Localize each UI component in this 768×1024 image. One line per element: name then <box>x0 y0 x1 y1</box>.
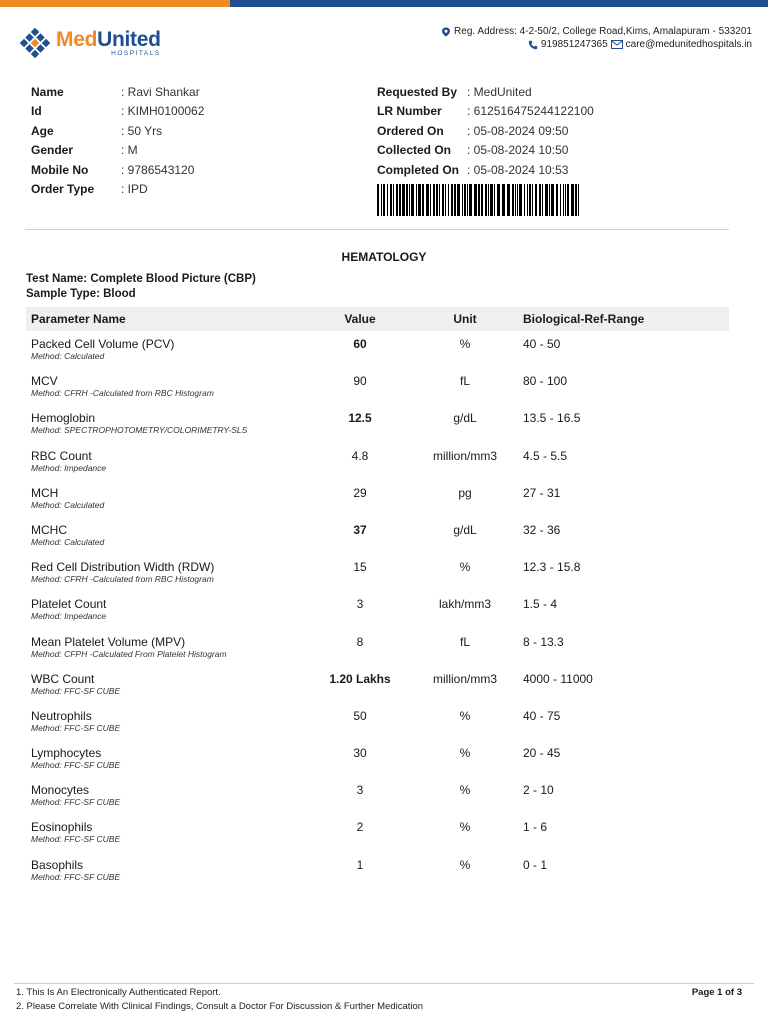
parameter-name: Basophils <box>31 857 84 872</box>
result-value: 8 <box>356 634 364 649</box>
barcode-bar <box>575 184 577 216</box>
result-value: 50 <box>353 708 367 723</box>
barcode-bar <box>454 184 456 216</box>
footer-notes <box>16 986 423 1014</box>
logo-subtitle: HOSPITALS <box>111 49 161 57</box>
result-value: 30 <box>353 746 367 761</box>
value: : MedUnited <box>467 84 532 99</box>
unit-text: % <box>459 337 471 351</box>
barcode <box>377 184 581 216</box>
barcode-bar <box>517 184 518 216</box>
barcode-bar <box>462 184 463 216</box>
method-text: Method: CFRH -Calculated from RBC Histogram <box>31 388 214 399</box>
parameter-name: Packed Cell Volume (PCV) <box>31 337 175 351</box>
parameter-name: Platelet Count <box>31 597 107 612</box>
method-text: Method: Calculated <box>31 499 105 510</box>
method-text: Method: Impedance <box>31 611 107 622</box>
test-meta <box>26 272 256 301</box>
barcode-bar <box>481 184 483 216</box>
unit-text: g/dL <box>453 522 477 537</box>
barcode-bar <box>474 184 477 216</box>
barcode-bar <box>390 184 392 216</box>
result-value: 4.8 <box>351 448 369 463</box>
order-details <box>377 82 594 180</box>
table-row <box>26 446 729 483</box>
section-title: HEMATOLOGY <box>341 250 427 264</box>
barcode-bar <box>578 184 579 216</box>
footer-divider <box>14 983 754 984</box>
location-icon <box>441 27 451 37</box>
label: Ordered On <box>377 123 444 138</box>
barcode-bar <box>469 184 472 216</box>
table-row <box>26 669 729 706</box>
barcode-bar <box>478 184 480 216</box>
result-value: 37 <box>353 522 367 537</box>
label: Mobile No <box>31 162 89 177</box>
barcode-bar <box>451 184 453 216</box>
test-name: Test Name: Complete Blood Picture (CBP) <box>26 273 256 285</box>
address-text: Reg. Address: 4-2-50/2, College Road,Kims, Amalapuram - 533201 <box>454 26 752 37</box>
label: Name <box>31 84 64 99</box>
barcode-bar <box>445 184 446 216</box>
barcode-bar <box>529 184 531 216</box>
phone-text[interactable]: 919851247365 <box>540 39 608 50</box>
barcode-bar <box>411 184 414 216</box>
reference-range: 4.5 - 5.5 <box>523 448 568 463</box>
table-row <box>26 706 729 743</box>
value: : 05-08-2024 09:50 <box>467 123 569 138</box>
barcode-bar <box>457 184 460 216</box>
top-bar-blue <box>230 0 768 7</box>
parameter-name: Neutrophils <box>31 708 92 723</box>
unit-text: % <box>459 708 471 723</box>
method-text: Method: FFC-SF CUBE <box>31 871 121 882</box>
reference-range: 80 - 100 <box>523 374 568 389</box>
barcode-bar <box>464 184 466 216</box>
patient-age-row <box>31 121 204 141</box>
barcode-bar <box>565 184 566 216</box>
unit-text: million/mm3 <box>432 671 497 686</box>
table-row <box>26 743 729 780</box>
label: LR Number <box>377 104 442 119</box>
parameter-name: Hemoglobin <box>31 411 96 426</box>
reference-range: 40 - 50 <box>523 337 561 351</box>
reference-range: 0 - 1 <box>523 857 548 872</box>
table-row <box>26 557 729 594</box>
header-parameter: Parameter Name <box>31 312 126 326</box>
result-value: 3 <box>356 783 364 798</box>
table-row <box>26 855 729 892</box>
barcode-bar <box>567 184 569 216</box>
barcode-bar <box>532 184 533 216</box>
result-value: 90 <box>353 374 367 389</box>
collected-on-row <box>377 141 594 161</box>
result-value: 29 <box>353 485 367 500</box>
header-range: Biological-Ref-Range <box>523 312 645 326</box>
reference-range: 13.5 - 16.5 <box>523 411 581 426</box>
method-text: Method: CFPH -Calculated From Platelet Histogram <box>31 648 227 659</box>
table-row <box>26 632 729 669</box>
table-row <box>26 520 729 557</box>
method-text: Method: FFC-SF CUBE <box>31 722 121 733</box>
method-text: Method: FFC-SF CUBE <box>31 797 121 808</box>
result-value: 60 <box>353 337 367 351</box>
value: : 9786543120 <box>121 162 195 177</box>
value: : M <box>121 143 138 158</box>
barcode-bar <box>442 184 444 216</box>
barcode-bar <box>393 184 394 216</box>
label: Collected On <box>377 143 452 158</box>
barcode-bar <box>556 184 558 216</box>
email-link[interactable]: care@medunitedhospitals.in <box>625 39 752 50</box>
result-value: 12.5 <box>348 411 372 426</box>
barcode-bar <box>383 184 385 216</box>
unit-text: % <box>459 783 471 798</box>
parameter-name: Monocytes <box>31 783 90 798</box>
unit-text: lakh/mm3 <box>438 597 491 612</box>
unit-text: % <box>459 746 471 761</box>
value: : 612516475244122100 <box>467 104 594 119</box>
method-text: Method: Calculated <box>31 351 105 361</box>
barcode-bar <box>387 184 388 216</box>
barcode-bar <box>549 184 550 216</box>
parameter-name: Lymphocytes <box>31 746 102 761</box>
reference-range: 1 - 6 <box>523 820 548 835</box>
table-row <box>26 408 729 445</box>
table-row <box>26 817 729 854</box>
patient-mobile-row <box>31 160 204 180</box>
table-row <box>26 334 729 371</box>
barcode-bar <box>512 184 514 216</box>
barcode-bar <box>490 184 493 216</box>
parameter-name: MCHC <box>31 522 67 537</box>
lr-number-row <box>377 102 594 122</box>
reference-range: 20 - 45 <box>523 746 561 761</box>
parameter-name: WBC Count <box>31 671 95 686</box>
reference-range: 40 - 75 <box>523 708 561 723</box>
barcode-bar <box>519 184 522 216</box>
parameter-name: MCH <box>31 485 59 500</box>
patient-name-row <box>31 82 204 102</box>
patient-details <box>31 82 204 199</box>
requested-by-row <box>377 82 594 102</box>
barcode-bar <box>396 184 398 216</box>
barcode-bar <box>535 184 537 216</box>
barcode-bar <box>502 184 505 216</box>
barcode-bar <box>560 184 561 216</box>
parameter-name: Red Cell Distribution Width (RDW) <box>31 560 215 575</box>
reference-range: 32 - 36 <box>523 522 561 537</box>
unit-text: fL <box>459 374 470 389</box>
contact-block <box>441 25 752 51</box>
top-bar-orange <box>0 0 230 7</box>
barcode-bar <box>485 184 487 216</box>
barcode-bar <box>551 184 554 216</box>
reference-range: 1.5 - 4 <box>523 597 558 612</box>
barcode-bar <box>439 184 440 216</box>
parameter-name: RBC Count <box>31 448 92 463</box>
unit-text: % <box>459 857 471 872</box>
barcode-bar <box>399 184 401 216</box>
unit-text: g/dL <box>453 411 477 426</box>
label: Gender <box>31 143 74 158</box>
barcode-bar <box>402 184 405 216</box>
value: : IPD <box>121 182 148 197</box>
barcode-bar <box>515 184 516 216</box>
value: : 05-08-2024 10:50 <box>467 143 569 158</box>
unit-text: pg <box>458 485 472 500</box>
value: : 05-08-2024 10:53 <box>467 162 569 177</box>
label: Id <box>31 104 42 119</box>
method-text: Method: Impedance <box>31 462 107 473</box>
barcode-bar <box>381 184 382 216</box>
barcode-bar <box>467 184 468 216</box>
value: : 50 Yrs <box>121 123 163 138</box>
reference-range: 2 - 10 <box>523 783 554 798</box>
method-text: Method: CFRH -Calculated from RBC Histogram <box>31 574 214 585</box>
barcode-bar <box>542 184 543 216</box>
footer-note: 1. This Is An Electronically Authenticated Report. <box>16 987 221 998</box>
barcode-bar <box>377 184 379 216</box>
result-value: 2 <box>356 820 364 835</box>
barcode-bar <box>497 184 500 216</box>
results-table <box>26 334 729 892</box>
reference-range: 4000 - 11000 <box>523 671 593 686</box>
barcode-bar <box>507 184 510 216</box>
completed-on-row <box>377 160 594 180</box>
label: Age <box>31 123 54 138</box>
result-value: 1.20 Lakhs <box>329 671 391 686</box>
barcode-bar <box>527 184 528 216</box>
method-text: Method: FFC-SF CUBE <box>31 685 121 696</box>
method-text: Method: SPECTROPHOTOMETRY/COLORIMETRY-SLS <box>31 425 248 436</box>
method-text: Method: FFC-SF CUBE <box>31 834 121 845</box>
patient-id-row <box>31 102 204 122</box>
barcode-bar <box>488 184 489 216</box>
value: : Ravi Shankar <box>121 84 200 99</box>
barcode-bar <box>448 184 449 216</box>
footer-note: 2. Please Correlate With Clinical Findings, Consult a Doctor For Discussion & Further Medication <box>16 1001 424 1012</box>
unit-text: % <box>459 560 471 575</box>
barcode-bar <box>422 184 424 216</box>
sample-type: Sample Type: Blood <box>26 287 136 300</box>
parameter-name: Eosinophils <box>31 820 93 835</box>
result-value: 3 <box>356 597 364 612</box>
unit-text: fL <box>459 634 470 649</box>
header-value: Value <box>344 312 376 326</box>
table-row <box>26 371 729 408</box>
barcode-bar <box>426 184 429 216</box>
barcode-bar <box>524 184 525 216</box>
barcode-bar <box>418 184 421 216</box>
patient-gender-row <box>31 141 204 161</box>
value: : KIMH0100062 <box>121 104 205 119</box>
barcode-bar <box>545 184 548 216</box>
method-text: Method: Calculated <box>31 536 105 547</box>
reference-range: 8 - 13.3 <box>523 634 564 649</box>
phone-icon <box>528 40 538 50</box>
barcode-bar <box>436 184 438 216</box>
barcode-bar <box>430 184 431 216</box>
reference-range: 12.3 - 15.8 <box>523 560 581 575</box>
ordered-on-row <box>377 121 594 141</box>
barcode-bar <box>494 184 495 216</box>
logo-wordmark: MedUnited <box>56 27 161 51</box>
patient-order-type-row <box>31 180 204 200</box>
label: Completed On <box>377 162 460 177</box>
table-row <box>26 483 729 520</box>
table-row <box>26 594 729 631</box>
table-header <box>26 307 729 331</box>
top-color-bar <box>0 0 768 7</box>
barcode-bar <box>539 184 541 216</box>
barcode-bar <box>433 184 435 216</box>
barcode-bar <box>571 184 574 216</box>
barcode-bar <box>406 184 408 216</box>
label: Requested By <box>377 84 458 99</box>
logo-cross-icon <box>20 28 50 58</box>
parameter-name: MCV <box>31 374 58 389</box>
method-text: Method: FFC-SF CUBE <box>31 760 121 771</box>
header-unit: Unit <box>453 312 477 326</box>
unit-text: % <box>459 820 471 835</box>
barcode-bar <box>563 184 564 216</box>
barcode-bar <box>416 184 417 216</box>
hospital-logo <box>20 28 161 58</box>
header-divider <box>25 229 729 230</box>
mail-icon <box>611 40 623 49</box>
result-value: 15 <box>353 560 367 575</box>
label: Order Type <box>31 182 95 197</box>
unit-text: million/mm3 <box>432 448 497 463</box>
barcode-bar <box>409 184 410 216</box>
result-value: 1 <box>356 857 364 872</box>
parameter-name: Mean Platelet Volume (MPV) <box>31 634 186 649</box>
reference-range: 27 - 31 <box>523 485 561 500</box>
page-number: Page 1 of 3 <box>691 987 742 998</box>
table-row <box>26 780 729 817</box>
